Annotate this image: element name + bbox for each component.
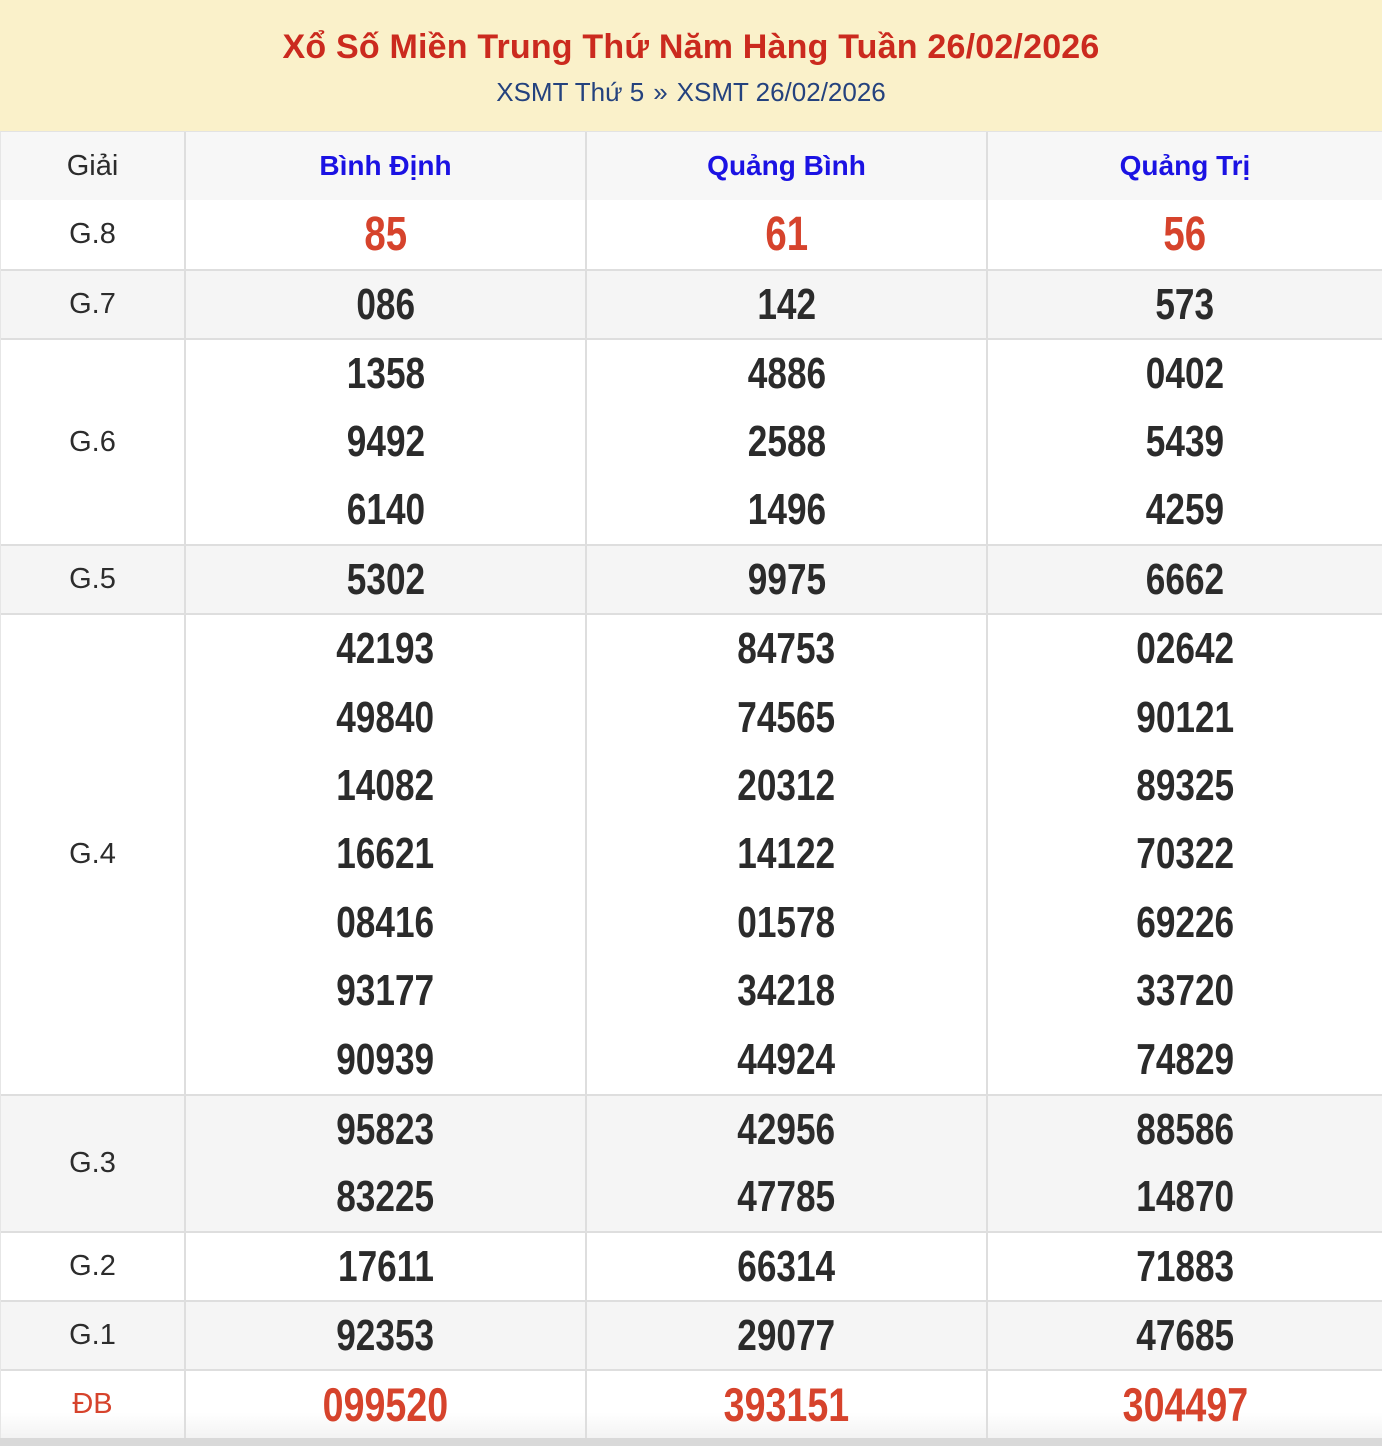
result-line [587, 408, 986, 476]
result-line [587, 340, 986, 408]
result-line [988, 546, 1382, 613]
result-cell [986, 615, 1382, 1094]
result-number: 4886 [747, 349, 826, 398]
result-number: 92353 [336, 1310, 435, 1360]
result-cell [986, 340, 1382, 544]
prize-label-cell [1, 271, 184, 338]
result-number: 14082 [336, 761, 435, 811]
result-line [587, 1096, 986, 1164]
result-number: 93177 [336, 966, 435, 1016]
result-number: 142 [757, 279, 816, 329]
province-header-quang-tri[interactable]: Quảng Trị [1119, 150, 1251, 181]
result-cell [986, 1302, 1382, 1369]
prize-label-cell [1, 1302, 184, 1369]
result-cell [585, 200, 986, 269]
result-number: 08416 [336, 897, 435, 947]
result-line [587, 271, 986, 338]
result-line [587, 752, 986, 820]
result-number: 099520 [322, 1378, 449, 1431]
prize-label: G.8 [69, 218, 116, 250]
prize-label: G.6 [69, 425, 116, 458]
result-number: 33720 [1136, 966, 1234, 1016]
result-line [186, 1096, 585, 1164]
result-line [988, 476, 1382, 544]
result-line [988, 1302, 1382, 1369]
result-number: 49840 [336, 692, 435, 742]
result-cell [184, 200, 585, 269]
result-number: 34218 [737, 966, 836, 1016]
prize-label: G.2 [69, 1250, 116, 1282]
prize-row-6 [1, 1231, 1382, 1300]
result-line [988, 752, 1382, 820]
result-line [988, 957, 1382, 1025]
page-banner [0, 0, 1382, 131]
result-line [186, 546, 585, 613]
result-number: 20312 [737, 761, 836, 811]
result-line [186, 200, 585, 269]
result-line [587, 1233, 986, 1300]
result-cell [986, 1371, 1382, 1438]
result-number: 95823 [336, 1104, 435, 1154]
result-number: 0402 [1145, 349, 1225, 398]
result-line [186, 683, 585, 751]
result-number: 2588 [747, 417, 826, 466]
result-number: 61 [765, 208, 808, 261]
result-line [988, 408, 1382, 476]
result-cell [585, 1096, 986, 1231]
prize-label: G.4 [69, 838, 116, 870]
result-cell [184, 1371, 585, 1438]
province-header-cell-1 [184, 132, 585, 200]
prize-row-7 [1, 1300, 1382, 1369]
result-number: 5302 [346, 554, 425, 604]
result-number: 42193 [336, 624, 435, 674]
result-number: 304497 [1122, 1378, 1248, 1431]
result-cell [585, 1233, 986, 1300]
result-line [587, 476, 986, 544]
result-number: 47685 [1136, 1310, 1234, 1360]
result-number: 88586 [1136, 1104, 1234, 1154]
result-cell [184, 1233, 585, 1300]
result-line [186, 1164, 585, 1232]
result-number: 4259 [1145, 485, 1225, 534]
result-number: 83225 [336, 1172, 435, 1222]
result-cell [184, 546, 585, 613]
prize-label: G.3 [69, 1147, 116, 1179]
result-number: 44924 [737, 1034, 836, 1084]
result-number: 71883 [1136, 1241, 1234, 1291]
result-line [186, 476, 585, 544]
result-line [988, 271, 1382, 338]
result-cell [986, 546, 1382, 613]
result-number: 42956 [737, 1104, 836, 1154]
result-cell [585, 1371, 986, 1438]
result-line [587, 200, 986, 269]
prize-row-5 [1, 1094, 1382, 1231]
province-header-quang-binh[interactable]: Quảng Bình [707, 150, 866, 181]
giai-header-cell [1, 132, 184, 200]
result-cell [986, 271, 1382, 338]
result-line [988, 1026, 1382, 1094]
result-number: 29077 [737, 1310, 836, 1360]
prize-label-cell [1, 615, 184, 1094]
result-number: 393151 [723, 1378, 850, 1431]
result-number: 1358 [346, 349, 425, 398]
prize-label: G.7 [69, 288, 116, 320]
result-line [587, 1164, 986, 1232]
result-number: 14870 [1136, 1172, 1234, 1222]
result-line [988, 340, 1382, 408]
giai-header-label: Giải [66, 149, 119, 182]
results-table-body [1, 200, 1382, 1438]
result-cell [585, 1302, 986, 1369]
breadcrumb [496, 77, 886, 108]
result-line [988, 683, 1382, 751]
result-number: 90121 [1136, 692, 1234, 742]
result-line [988, 200, 1382, 269]
prize-label: ĐB [72, 1388, 113, 1420]
page-title: Xổ Số Miền Trung Thứ Năm Hàng Tuần 26/02/2026 [282, 27, 1100, 66]
result-line [587, 889, 986, 957]
result-line [186, 1371, 585, 1438]
result-cell [986, 200, 1382, 269]
result-cell [585, 546, 986, 613]
result-line [186, 957, 585, 1025]
prize-row-8 [1, 1369, 1382, 1438]
result-line [186, 889, 585, 957]
result-line [186, 408, 585, 476]
prize-label-cell [1, 546, 184, 613]
result-line [988, 889, 1382, 957]
result-number: 69226 [1136, 897, 1234, 947]
result-number: 6662 [1145, 554, 1225, 604]
result-line [186, 1302, 585, 1369]
result-number: 16621 [336, 829, 435, 879]
result-cell [585, 271, 986, 338]
province-header-binh-dinh[interactable]: Bình Định [319, 150, 452, 181]
result-number: 66314 [737, 1241, 836, 1291]
result-number: 5439 [1145, 417, 1225, 466]
result-line [186, 820, 585, 888]
result-cell [585, 615, 986, 1094]
prize-label-cell [1, 200, 184, 269]
result-number: 9492 [346, 417, 425, 466]
prize-row-3 [1, 544, 1382, 613]
result-line [186, 340, 585, 408]
result-number: 90939 [336, 1034, 435, 1084]
result-number: 84753 [737, 624, 836, 674]
prize-label: G.5 [69, 563, 116, 595]
result-cell [184, 615, 585, 1094]
result-line [988, 820, 1382, 888]
result-cell [184, 1096, 585, 1231]
result-number: 74565 [737, 692, 836, 742]
result-cell [986, 1096, 1382, 1231]
result-cell [184, 1302, 585, 1369]
result-number: 17611 [337, 1241, 434, 1291]
prize-label-cell [1, 1233, 184, 1300]
result-number: 1496 [747, 485, 826, 534]
prize-row-1 [1, 269, 1382, 338]
result-line [988, 615, 1382, 683]
result-line [587, 1371, 986, 1438]
breadcrumb-link-xsmt-date[interactable]: XSMT 26/02/2026 [676, 76, 886, 107]
prize-row-4 [1, 613, 1382, 1094]
result-line [988, 1233, 1382, 1300]
breadcrumb-separator: » [653, 76, 668, 107]
result-line [587, 1302, 986, 1369]
result-line [587, 957, 986, 1025]
result-line [186, 1233, 585, 1300]
breadcrumb-link-xsmt-thu5[interactable]: XSMT Thứ 5 [496, 76, 645, 107]
result-number: 56 [1163, 208, 1207, 261]
result-cell [986, 1233, 1382, 1300]
result-number: 47785 [737, 1172, 836, 1222]
prize-row-2 [1, 338, 1382, 544]
prize-label-cell [1, 1096, 184, 1231]
results-table [0, 131, 1382, 1438]
result-number: 14122 [737, 829, 836, 879]
result-line [587, 820, 986, 888]
result-cell [184, 271, 585, 338]
result-number: 01578 [737, 897, 836, 947]
result-number: 85 [364, 208, 407, 261]
result-number: 9975 [747, 554, 826, 604]
result-number: 89325 [1136, 761, 1234, 811]
result-number: 573 [1155, 279, 1215, 329]
result-line [587, 683, 986, 751]
prize-label-cell [1, 1371, 184, 1438]
result-number: 74829 [1136, 1034, 1234, 1084]
prize-row-0 [1, 200, 1382, 269]
result-cell [184, 340, 585, 544]
result-number: 02642 [1136, 624, 1234, 674]
province-header-cell-2 [585, 132, 986, 200]
result-line [988, 1096, 1382, 1164]
result-number: 6140 [346, 485, 425, 534]
result-line [186, 615, 585, 683]
prize-label-cell [1, 340, 184, 544]
result-line [988, 1164, 1382, 1232]
result-line [186, 271, 585, 338]
province-header-cell-3 [986, 132, 1382, 200]
result-line [587, 1026, 986, 1094]
result-line [587, 546, 986, 613]
result-line [988, 1371, 1382, 1438]
result-line [186, 1026, 585, 1094]
result-number: 70322 [1136, 829, 1234, 879]
result-number: 086 [356, 279, 415, 329]
table-header-row [1, 132, 1382, 200]
prize-label: G.1 [69, 1319, 116, 1351]
result-line [587, 615, 986, 683]
result-cell [585, 340, 986, 544]
result-line [186, 752, 585, 820]
